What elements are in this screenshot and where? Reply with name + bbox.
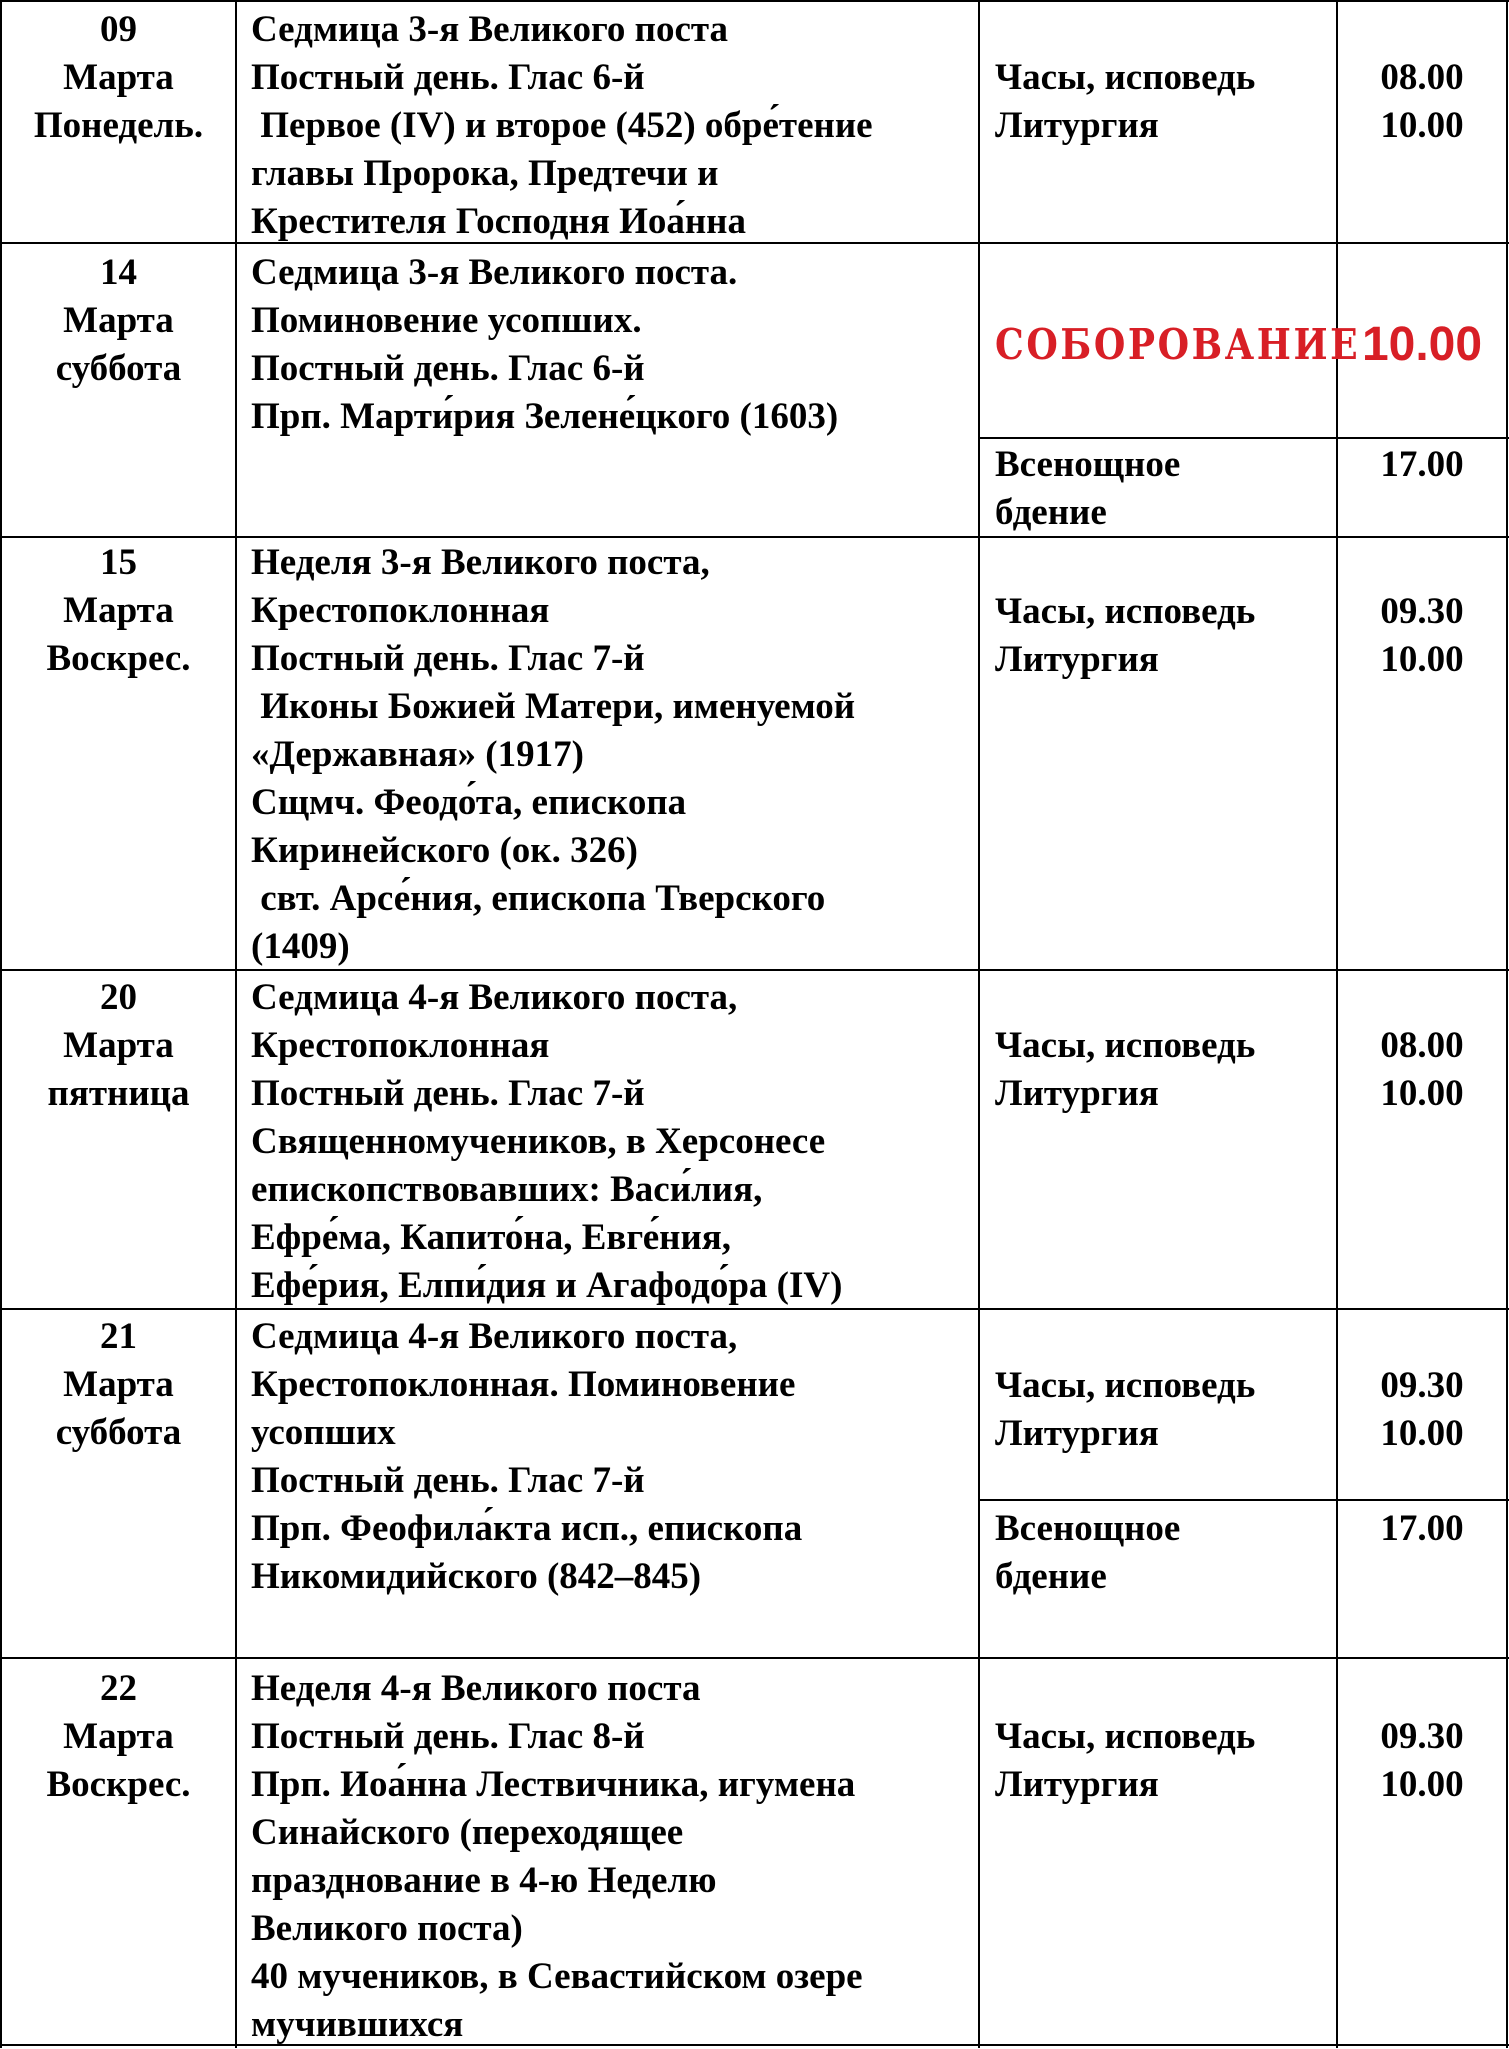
date-cell: 09 Марта Понедель.	[33, 9, 204, 146]
anointing-time: 10.00	[1361, 318, 1483, 371]
date-cell: 20 Марта пятница	[47, 977, 190, 1114]
service-label: Всенощное бдение	[995, 1508, 1181, 1597]
description-cell: Неделя 3-я Великого поста, Крестопоклонная Постный день. Глас 7-й Иконы Божией Матери, именуемой «Державная» (1917) Сщмч. Феодо́та, епископа Киринейского (ок. 326) свт. Арсе́ния, епископа Тверского (1409)	[251, 542, 856, 967]
date-cell: 15 Марта Воскрес.	[46, 542, 191, 679]
date-cell: 14 Марта суббота	[55, 252, 182, 389]
description-cell: Неделя 4-я Великого поста Постный день. Глас 8-й Прп. Иоа́нна Лествичника, игумена Синайского (переходящее празднование в 4-ю Неделю Великого поста) 40 мучеников, в Севастийском озере мучившихся	[251, 1668, 863, 2045]
row-divider-5	[0, 1657, 1509, 1659]
service-times: 09.30 10.00	[1380, 591, 1464, 680]
description-cell: Седмица 3-я Великого поста Постный день. Глас 6-й Первое (IV) и второе (452) обре́тение главы Пророка, Предтечи и Крестителя Господня Иоа́нна	[251, 9, 873, 242]
description-cell: Седмица 3-я Великого поста. Поминовение усопших. Постный день. Глас 6-й Прп. Марти́рия Зелене́цкого (1603)	[251, 252, 839, 437]
service-label: Часы, исповедь Литургия	[995, 1365, 1256, 1454]
date-cell: 21 Марта суббота	[55, 1316, 182, 1453]
description-cell: Седмица 4-я Великого поста, Крестопоклонная Постный день. Глас 7-й Священномучеников, в Херсонесе епископствовавших: Васи́лия, Ефре́ма, Капито́на, Евге́ния, Ефе́рия, Елпи́дия и Агафодо́ра (IV)	[251, 977, 843, 1306]
service-times: 08.00 10.00	[1380, 57, 1464, 146]
service-label: Часы, исповедь Литургия	[995, 1716, 1256, 1805]
service-times: 17.00	[1380, 444, 1464, 485]
service-times: 17.00	[1380, 1508, 1464, 1549]
service-label: Часы, исповедь Литургия	[995, 57, 1256, 146]
date-cell: 22 Марта Воскрес.	[46, 1668, 191, 1805]
column-divider-description	[978, 0, 980, 2048]
service-times: 08.00 10.00	[1380, 1025, 1464, 1114]
column-divider-date	[235, 0, 237, 2048]
description-cell: Седмица 4-я Великого поста, Крестопоклонная. Поминовение усопших Постный день. Глас 7-й Прп. Феофила́кта исп., епископа Никомидийского (842–845)	[251, 1316, 803, 1597]
service-label: Всенощное бдение	[995, 444, 1181, 533]
service-times: 09.30 10.00	[1380, 1365, 1464, 1454]
service-divider-row2	[978, 437, 1509, 439]
table-border-top	[0, 0, 1509, 2]
anointing-label: СОБОРОВАНИЕ	[995, 320, 1361, 369]
service-label: Часы, исповедь Литургия	[995, 1025, 1256, 1114]
service-label: Часы, исповедь Литургия	[995, 591, 1256, 680]
service-divider-row5	[978, 1499, 1509, 1501]
service-times: 09.30 10.00	[1380, 1716, 1464, 1805]
table-border-right	[1506, 0, 1508, 2048]
